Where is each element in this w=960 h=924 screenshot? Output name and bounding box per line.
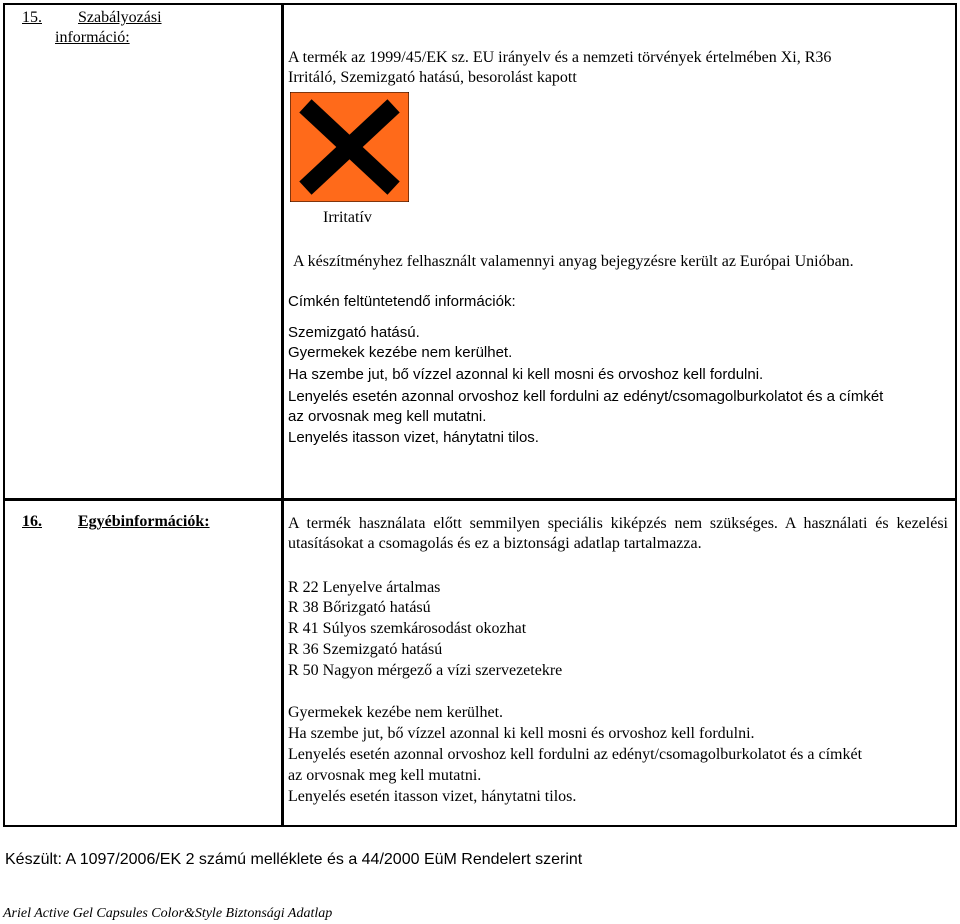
section15-title-line1: Szabályozási	[78, 9, 162, 26]
label-item: az orvosnak meg kell mutatni.	[288, 408, 487, 425]
safety-item: az orvosnak meg kell mutatni.	[288, 767, 482, 784]
section15-title-line2: információ:	[55, 29, 130, 46]
r-phrase: R 36 Szemizgató hatású	[288, 641, 443, 658]
section16-intro: A termék használata előtt semmilyen speciális kiképzés nem szükséges. A használati és kezelési utasításokat a csomagolás és ez a biztonsági adatlap tartalmazza.	[288, 515, 948, 552]
safety-item: Gyermekek kezébe nem kerülhet.	[288, 704, 504, 721]
hazard-symbol-label: Irritatív	[323, 209, 372, 226]
section16-title: Egyébinformációk:	[78, 513, 210, 530]
irritant-x-cross-icon	[290, 92, 409, 202]
registration-note: A készítményhez felhasznált valamennyi anyag bejegyzésre került az Európai Unióban.	[293, 253, 854, 270]
r-phrase: R 41 Súlyos szemkárosodást okozhat	[288, 620, 527, 637]
row-divider	[5, 498, 955, 501]
section16-number: 16.	[22, 513, 42, 530]
prepared-note: Készült: A 1097/2006/EK 2 számú melléklete és a 44/2000 EüM Rendelert szerint	[5, 851, 583, 868]
footer-product-line: Ariel Active Gel Capsules Color&Style Biztonsági Adatlap	[3, 906, 333, 921]
label-info-heading: Címkén feltüntetendő információk:	[288, 293, 516, 310]
r-phrase: R 50 Nagyon mérgező a vízi szervezetekre	[288, 662, 563, 679]
label-item: Ha szembe jut, bő vízzel azonnal ki kell mosni és orvoshoz kell fordulni.	[288, 366, 764, 383]
column-divider	[281, 5, 284, 825]
r-phrase: R 38 Bőrizgató hatású	[288, 599, 431, 616]
r-phrase: R 22 Lenyelve ártalmas	[288, 579, 441, 596]
safety-item: Lenyelés esetén azonnal orvoshoz kell fordulni az edényt/csomagolburkolatot és a címkét	[288, 746, 863, 763]
safety-item: Ha szembe jut, bő vízzel azonnal ki kell mosni és orvoshoz kell fordulni.	[288, 725, 755, 742]
label-item: Lenyelés itasson vizet, hánytatni tilos.	[288, 429, 539, 446]
safety-item: Lenyelés esetén itasson vizet, hánytatni tilos.	[288, 788, 577, 805]
label-item: Gyermekek kezébe nem kerülhet.	[288, 344, 513, 361]
section15-number: 15.	[22, 9, 42, 26]
section15-intro-line1: A termék az 1999/45/EK sz. EU irányelv és a nemzeti törvények értelmében Xi, R36	[288, 49, 832, 66]
label-item: Szemizgató hatású.	[288, 324, 420, 341]
section15-intro-line2: Irritáló, Szemizgató hatású, besorolást kapott	[288, 69, 577, 86]
label-item: Lenyelés esetén azonnal orvoshoz kell fordulni az edényt/csomagolburkolatot és a címkét	[288, 388, 884, 405]
